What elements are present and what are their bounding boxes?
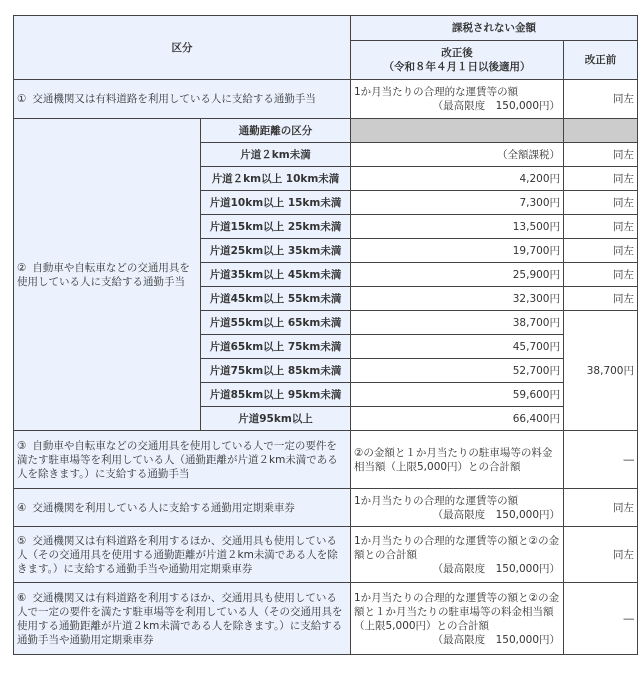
row4-before: 同左 <box>564 489 638 527</box>
distance-band: 片道55km以上 65km未満 <box>201 311 351 335</box>
distance-header: 通勤距離の区分 <box>201 119 351 143</box>
row5-after-line1: 1か月当たりの合理的な運賃等の額と②の金額との合計額 <box>354 534 560 561</box>
band-before-amount: 同左 <box>564 239 638 263</box>
band-before-amount: 同左 <box>564 191 638 215</box>
row1-number: ① <box>17 93 27 105</box>
row5-after-line2: （最高限度 150,000円） <box>432 562 560 575</box>
distance-band: 片道75km以上 85km未満 <box>201 359 351 383</box>
row1-after-line1: 1か月当たりの合理的な運賃等の額 <box>354 86 519 98</box>
row3-before: ― <box>564 431 638 489</box>
row6-before: ― <box>564 583 638 655</box>
row4-label-cell <box>14 489 351 527</box>
band-before-amount: 同左 <box>564 143 638 167</box>
row1-after-cell <box>351 80 564 119</box>
band-after-amount: 13,500円 <box>351 215 564 239</box>
header-before-revision: 改正前 <box>564 41 638 80</box>
after-revision-note: （令和８年４月１日以後適用） <box>383 61 531 73</box>
table-row-2-header <box>14 119 638 143</box>
distance-band: 片道25km以上 35km未満 <box>201 239 351 263</box>
header-after-revision <box>351 41 564 80</box>
row6-label: 交通機関又は有料道路を利用するほか、交通用具も使用している人で一定の要件を満たす駐車場等を利用している人（その交通用具を使用する通勤距離が片道２km未満である人を除きます。）に支給する通勤手当や通勤用定期乗車券 <box>17 591 343 646</box>
band-after-amount: 4,200円 <box>351 167 564 191</box>
band-after-amount: 25,900円 <box>351 263 564 287</box>
row1-label: 交通機関又は有料道路を利用している人に支給する通勤手当 <box>32 93 316 105</box>
table-row-6 <box>14 583 638 655</box>
row2-label-cell <box>14 119 201 431</box>
band-after-amount: （全額課税） <box>351 143 564 167</box>
band-before-amount: 同左 <box>564 287 638 311</box>
band-after-amount: 38,700円 <box>351 311 564 335</box>
band-before-amount: 同左 <box>564 167 638 191</box>
row6-after-line1: 1か月当たりの合理的な運賃等の額と②の金額と１か月当たりの駐車場等の料金相当額（上限5,000円）との合計額 <box>354 591 560 632</box>
distance-band: 片道85km以上 95km未満 <box>201 383 351 407</box>
row1-label-cell <box>14 80 351 119</box>
row4-after-line1: 1か月当たりの合理的な運賃等の額 <box>354 494 519 507</box>
distance-band: 片道２km以上 10km未満 <box>201 167 351 191</box>
table-row-4 <box>14 489 638 527</box>
row4-number: ④ <box>17 501 27 514</box>
distance-band: 片道45km以上 55km未満 <box>201 287 351 311</box>
row5-after-cell <box>351 527 564 583</box>
row3-label: 自動車や自転車などの交通用具を使用している人で一定の要件を満たす駐車場等を利用している人（通勤距離が片道２km未満である人を除きます。）に支給する通勤手当 <box>17 439 338 480</box>
table-row-3 <box>14 431 638 489</box>
table-row-1 <box>14 80 638 119</box>
row6-label-cell <box>14 583 351 655</box>
row3-number: ③ <box>17 439 27 452</box>
header-category: 区分 <box>14 16 351 80</box>
distance-band: 片道35km以上 45km未満 <box>201 263 351 287</box>
band-after-amount: 59,600円 <box>351 383 564 407</box>
row5-number: ⑤ <box>17 534 27 547</box>
distance-band: 片道２km未満 <box>201 143 351 167</box>
row2-label: 自動車や自転車などの交通用具を使用している人に支給する通勤手当 <box>17 261 190 288</box>
row1-after-line2: （最高限度 150,000円） <box>432 100 560 112</box>
band-before-merged-amount: 38,700円 <box>564 311 638 431</box>
row3-label-cell <box>14 431 351 489</box>
row4-label: 交通機関を利用している人に支給する通勤用定期乗車券 <box>32 501 295 514</box>
after-revision-label: 改正後 <box>441 47 473 59</box>
band-after-amount: 66,400円 <box>351 407 564 431</box>
row5-label: 交通機関又は有料道路を利用するほか、交通用具も使用している人（その交通用具を使用する通勤距離が片道２km未満である人を除きます。）に支給する通勤手当や通勤用定期乗車券 <box>17 534 338 575</box>
row6-after-line2: （最高限度 150,000円） <box>432 633 560 646</box>
row4-after-cell <box>351 489 564 527</box>
row6-number: ⑥ <box>17 591 27 604</box>
header-non-taxable-amount: 課税されない金額 <box>351 16 638 41</box>
row5-label-cell <box>14 527 351 583</box>
distance-band: 片道10km以上 15km未満 <box>201 191 351 215</box>
band-after-amount: 45,700円 <box>351 335 564 359</box>
row5-before: 同左 <box>564 527 638 583</box>
row1-before: 同左 <box>564 80 638 119</box>
gray-cell-after <box>351 119 564 143</box>
gray-cell-before <box>564 119 638 143</box>
distance-band: 片道15km以上 25km未満 <box>201 215 351 239</box>
band-before-amount: 同左 <box>564 263 638 287</box>
band-after-amount: 32,300円 <box>351 287 564 311</box>
row2-number: ② <box>17 261 27 274</box>
distance-band: 片道95km以上 <box>201 407 351 431</box>
table-row-5 <box>14 527 638 583</box>
band-after-amount: 19,700円 <box>351 239 564 263</box>
row3-after: ②の金額と１か月当たりの駐車場等の料金相当額（上限5,000円）との合計額 <box>351 431 564 489</box>
row4-after-line2: （最高限度 150,000円） <box>432 508 560 521</box>
band-before-amount: 同左 <box>564 215 638 239</box>
band-after-amount: 7,300円 <box>351 191 564 215</box>
band-after-amount: 52,700円 <box>351 359 564 383</box>
row6-after-cell <box>351 583 564 655</box>
commuting-allowance-table <box>13 15 638 655</box>
distance-band: 片道65km以上 75km未満 <box>201 335 351 359</box>
